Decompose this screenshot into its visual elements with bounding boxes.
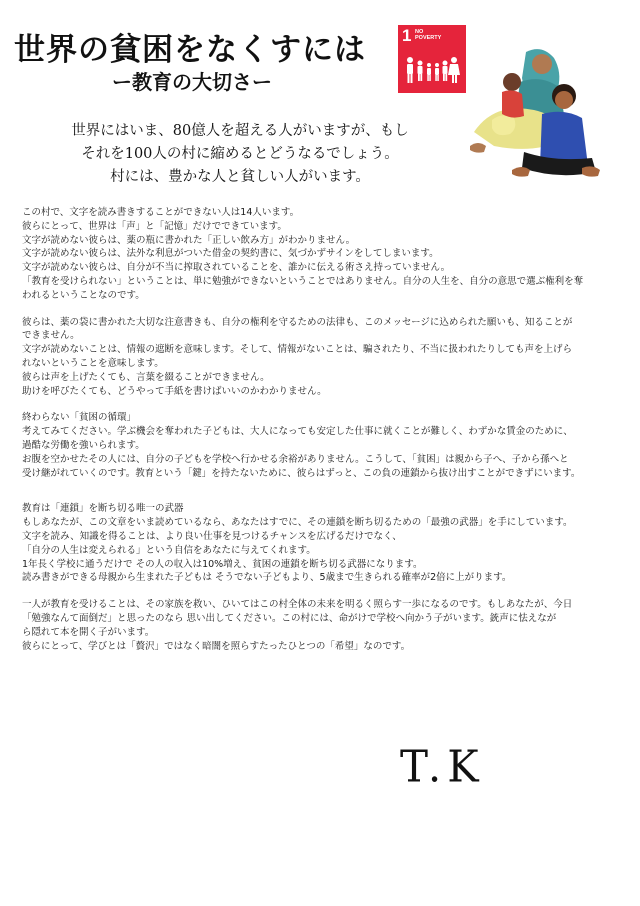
body-line: 彼らは、薬の袋に書かれた大切な注意書きも、自分の権利を守るための法律も、このメッセージに込められた願いも、知ることが: [22, 316, 573, 328]
body-line: 1年長く学校に通うだけで その人の収入は10%増え、貧困の連鎖を断ち切る武器になります。: [22, 558, 423, 570]
intro-line: 村には、豊かな人と貧しい人がいます。: [110, 169, 370, 185]
paragraph-hope: [22, 598, 612, 653]
signature: T.K: [400, 740, 485, 793]
section-heading: 教育は「連鎖」を断ち切る唯一の武器: [22, 503, 184, 515]
body-line: れないということを意味します。: [22, 357, 164, 369]
page-subtitle: ー教育の大切さー: [112, 70, 272, 94]
section-heading: 終わらない「貧困の循環」: [22, 412, 137, 424]
body-line: 考えてみてください。学ぶ機会を奪われた子どもは、大人になっても安定した仕事に就くことが難しく、わずかな賃金のために、: [22, 426, 573, 438]
handwritten-body: [22, 206, 612, 666]
body-line: お腹を空かせたその人には、自分の子どもを学校へ行かせる余裕がありません。こうして、「貧困」は親から子へ、子から孫へと: [22, 453, 569, 465]
body-line: 一人が教育を受けることは、その家族を救い、ひいてはこの村全体の未来を明るく照らす一歩になるのです。もしあなたが、今日: [22, 599, 573, 611]
body-line: 助けを呼びたくても、どうやって手紙を書けばいいのかわかりません。: [22, 385, 327, 397]
sdg-goal-name-line1: NO: [415, 29, 424, 35]
body-line: 「自分の人生は変えられる」という自信をあなたに与えてくれます。: [22, 544, 316, 556]
body-line: 彼らにとって、世界は「声」と「記憶」だけでできています。: [22, 220, 287, 232]
paragraph-information: [22, 316, 612, 399]
intro-line: それを100人の村に縮めるとどうなるでしょう。: [81, 146, 399, 162]
body-line: ら隠れて本を開く子がいます。: [22, 626, 155, 638]
body-line: 文字を読み、知識を得ることは、より良い仕事を見つけるチャンスを広げるだけでなく、: [22, 530, 402, 542]
intro-line: 世界にはいま、80億人を超える人がいますが、もし: [71, 123, 409, 139]
paragraph-education-weapon: [22, 502, 612, 585]
body-line: われるということなのです。: [22, 289, 145, 301]
body-line: 文字が読めない彼らは、薬の瓶に書かれた「正しい飲み方」がわかりません。: [22, 234, 356, 246]
paragraph-literacy: [22, 206, 612, 303]
body-line: 文字が読めない彼らは、自分が不当に搾取されていることを、誰かに伝える術さえ持っていません。: [22, 262, 451, 274]
sdg-no-poverty-badge: [398, 25, 466, 93]
sdg-number: 1: [402, 26, 412, 45]
body-line: 彼らは声を上げたくても、言葉を綴ることができません。: [22, 371, 270, 383]
body-line: もしあなたが、この文章をいま読めているなら、あなたはすでに、その連鎖を断ち切るための「最強の武器」を手にしています。: [22, 517, 573, 529]
body-line: 読み書きができる母親から生まれた子どもは そうでない子どもより、5歳まで生きられる確率が2倍に上がります。: [22, 572, 512, 584]
family-of-six-icon: [404, 55, 460, 87]
body-line: 文字が読めない彼らは、法外な利息がついた借金の契約書に、気づかずサインをしてしまいます。: [22, 248, 439, 260]
body-line: 過酷な労働を強いられます。: [22, 439, 145, 451]
body-line: 「勉強なんて面倒だ」と思ったのなら 思い出してください。この村には、命がけで学校へ向かう子がいます。銃声に怯えなが: [22, 612, 557, 624]
body-line: この村で、文字を読み書きすることができない人は14人います。: [22, 207, 300, 218]
body-line: 「教育を受けられない」ということは、単に勉強ができないということではありません。自分の人生を、自分の意思で選ぶ権利を奪: [22, 275, 584, 287]
mother-and-children-illustration: [464, 42, 604, 187]
sdg-goal-name: [415, 29, 441, 41]
body-line: 彼らにとって、学びとは「贅沢」ではなく暗闇を照らすたったひとつの「希望」なのです。: [22, 640, 411, 652]
paragraph-poverty-cycle: [22, 411, 612, 480]
body-line: できません。: [22, 330, 80, 342]
body-line: 受け継がれていくのです。教育という「鍵」を持たないために、彼らはずっと、この負の連鎖から抜け出すことができずにいます。: [22, 467, 581, 479]
sdg-goal-name-line2: POVERTY: [415, 35, 442, 41]
body-line: 文字が読めないことは、情報の遮断を意味します。そして、情報がないことは、騙されたり、不当に扱われたりしても声を上げら: [22, 344, 573, 356]
page-title: 世界の貧困をなくすには: [14, 32, 366, 68]
intro-text: [20, 120, 460, 189]
